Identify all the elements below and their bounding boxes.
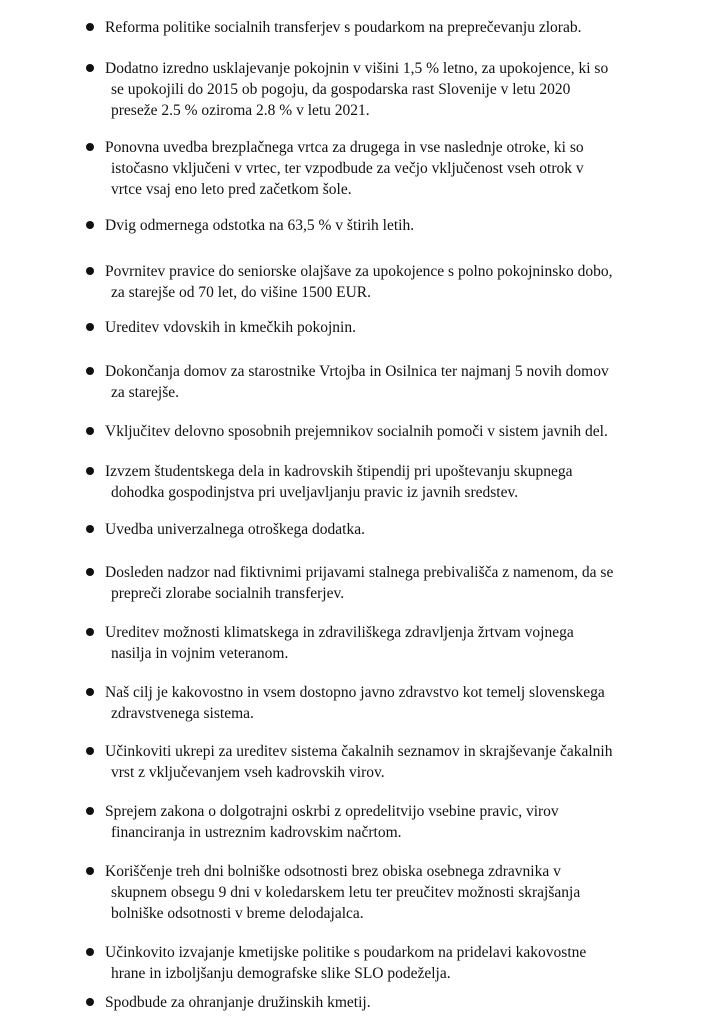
bullet-icon: [86, 568, 94, 576]
bullet-icon: [86, 427, 94, 435]
bullet-icon: [86, 628, 94, 636]
bullet-icon: [86, 525, 94, 533]
list-item-text: Naš cilj je kakovostno in vsem dostopno javno zdravstvo kot temelj slovenskega zdravstvenega sistema.: [105, 684, 605, 722]
cut-off-text-fragment: [100, 0, 620, 4]
list-item: [86, 741, 686, 783]
list-item-text: Dokončanja domov za starostnike Vrtojba in Osilnica ter najmanj 5 novih domov za starejše.: [105, 363, 609, 401]
list-item-text: Povrnitev pravice do seniorske olajšave za upokojence s polno pokojninsko dobo, za starejše od 70 let, do višine 1500 EUR.: [105, 263, 613, 301]
list-item-text: Spodbude za ohranjanje družinskih kmetij.: [105, 994, 371, 1011]
list-item-text: Dodatno izredno usklajevanje pokojnin v višini 1,5 % letno, za upokojence, ki so se upokojili do 2015 ob pogoju, da gospodarska rast Slovenije v letu 2020 preseže 2.5 % oziroma 2.8 % v letu 2021.: [105, 60, 609, 119]
list-item: [86, 562, 686, 604]
list-item: [86, 519, 686, 540]
bullet-icon: [86, 221, 94, 229]
list-item-text: Vključitev delovno sposobnih prejemnikov socialnih pomoči v sistem javnih del.: [105, 423, 608, 440]
list-item: [86, 682, 686, 724]
list-item-text: Ureditev vdovskih in kmečkih pokojnin.: [105, 319, 356, 336]
list-item: [86, 17, 686, 38]
list-item: [86, 261, 686, 303]
bullet-icon: [86, 367, 94, 375]
list-item-text: Ureditev možnosti klimatskega in zdraviliškega zdravljenja žrtvam vojnega nasilja in vojnim veteranom.: [105, 624, 574, 662]
list-item: [86, 861, 686, 924]
list-item-text: Učinkovito izvajanje kmetijske politike s poudarkom na pridelavi kakovostne hrane in izboljšanju demografske slike SLO podeželja.: [105, 944, 587, 982]
list-item-text: Reforma politike socialnih transferjev s poudarkom na preprečevanju zlorab.: [105, 19, 582, 36]
bullet-icon: [86, 64, 94, 72]
list-item: [86, 361, 686, 403]
bullet-icon: [86, 948, 94, 956]
bullet-icon: [86, 23, 94, 31]
bullet-icon: [86, 688, 94, 696]
list-item-text: Dvig odmernega odstotka na 63,5 % v štirih letih.: [105, 217, 415, 234]
list-item-text: Uvedba univerzalnega otroškega dodatka.: [105, 521, 365, 538]
list-item-text: Koriščenje treh dni bolniške odsotnosti brez obiska osebnega zdravnika v skupnem obsegu 9 dni v koledarskem letu ter preučitev možnosti skrajšanja bolniške odsotnosti v breme delodajalca.: [105, 863, 581, 922]
list-item: [86, 215, 686, 236]
list-item: [86, 942, 686, 984]
bullet-icon: [86, 467, 94, 475]
list-item-text: Ponovna uvedba brezplačnega vrtca za drugega in vse naslednje otroke, ki so istočasno vključeni v vrtec, ter vzpodbude za večjo vključenost vseh otrok v vrtce vsaj eno leto pred začetkom šole.: [105, 139, 584, 198]
list-item: [86, 137, 686, 200]
list-item-text: Učinkoviti ukrepi za ureditev sistema čakalnih seznamov in skrajševanje čakalnih vrst z vključevanjem vseh kadrovskih virov.: [105, 743, 613, 781]
bullet-icon: [86, 807, 94, 815]
list-item: [86, 317, 686, 338]
list-item-text: Dosleden nadzor nad fiktivnimi prijavami stalnega prebivališča z namenom, da se prepreči zlorabe socialnih transferjev.: [105, 564, 614, 602]
bullet-icon: [86, 747, 94, 755]
list-item: [86, 461, 686, 503]
bullet-icon: [86, 267, 94, 275]
list-item: [86, 58, 686, 121]
bullet-icon: [86, 323, 94, 331]
list-item: [86, 421, 686, 442]
list-item: [86, 992, 686, 1013]
list-item-text: Sprejem zakona o dolgotrajni oskrbi z opredelitvijo vsebine pravic, virov financiranja in ustreznim kadrovskim načrtom.: [105, 803, 559, 841]
bullet-icon: [86, 998, 94, 1006]
list-item: [86, 801, 686, 843]
list-item: [86, 622, 686, 664]
list-item-text: Izvzem študentskega dela in kadrovskih štipendij pri upoštevanju skupnega dohodka gospodinjstva pri uveljavljanju pravic iz javnih sredstev.: [105, 463, 573, 501]
bullet-icon: [86, 143, 94, 151]
bullet-icon: [86, 867, 94, 875]
